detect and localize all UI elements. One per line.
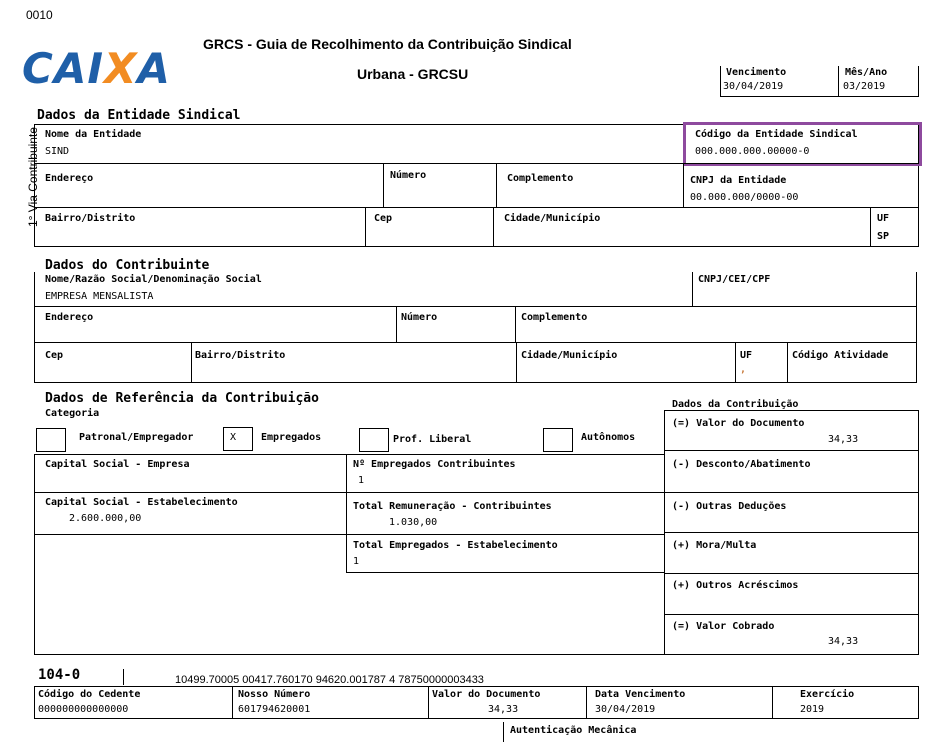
contribuinte-atividade-label: Código Atividade: [792, 350, 889, 361]
entidade-cnpj-value: 00.000.000/0000-00: [690, 192, 799, 203]
entidade-uf-value: SP: [877, 231, 890, 242]
liberal-label: Prof. Liberal: [393, 434, 472, 445]
autonomos-checkbox[interactable]: [543, 428, 573, 452]
liberal-checkbox[interactable]: [359, 428, 389, 452]
vencimento-label: Vencimento: [726, 67, 787, 78]
empregados-check-mark: X: [230, 432, 237, 443]
entidade-cep-label: Cep: [374, 213, 393, 224]
capital-empresa-label: Capital Social - Empresa: [45, 459, 190, 470]
num-empregados-value: 1: [358, 475, 365, 486]
contribuinte-cnpj-label: CNPJ/CEI/CPF: [698, 274, 771, 285]
capital-estab-value: 2.600.000,00: [69, 513, 142, 524]
valor-doc-value: 34,33: [828, 434, 859, 445]
autonomos-label: Autônomos: [581, 432, 636, 443]
nosso-numero-label: Nosso Número: [238, 689, 311, 700]
outros-acresc-label: (+) Outros Acréscimos: [672, 580, 799, 591]
entidade-uf-label: UF: [877, 213, 890, 224]
contribuinte-section-title: Dados do Contribuinte: [45, 258, 210, 273]
codigo-entidade-label: Código da Entidade Sindical: [695, 129, 858, 140]
contribuinte-nome-value: EMPRESA MENSALISTA: [45, 291, 154, 302]
empregados-checkbox[interactable]: [223, 427, 253, 451]
entidade-numero-label: Número: [390, 170, 427, 181]
total-empreg-value: 1: [353, 556, 360, 567]
entidade-section-title: Dados da Entidade Sindical: [37, 108, 241, 123]
entidade-endereco-label: Endereço: [45, 173, 94, 184]
entidade-complemento-label: Complemento: [507, 173, 574, 184]
contribuinte-uf-value: ,: [740, 364, 747, 375]
contribuinte-cidade-label: Cidade/Município: [521, 350, 618, 361]
referencia-section-title: Dados de Referência da Contribuição: [45, 391, 319, 406]
desconto-label: (-) Desconto/Abatimento: [672, 459, 811, 470]
exercicio-value: 2019: [800, 704, 825, 715]
entidade-cidade-label: Cidade/Município: [504, 213, 601, 224]
contribuinte-cep-label: Cep: [45, 350, 64, 361]
empregados-label: Empregados: [261, 432, 322, 443]
patronal-label: Patronal/Empregador: [79, 432, 194, 443]
autenticacao-label: Autenticação Mecânica: [510, 725, 637, 736]
boleto-valor-value: 34,33: [488, 704, 519, 715]
contribuinte-uf-label: UF: [740, 350, 753, 361]
linha-digitavel: 10499.70005 00417.760170 94620.001787 4 78750000003433: [175, 674, 484, 686]
form-code: 0010: [26, 8, 53, 22]
contribuinte-bairro-label: Bairro/Distrito: [195, 350, 286, 361]
form-subtitle: Urbana - GRCSU: [357, 66, 469, 82]
boleto-valor-label: Valor do Documento: [432, 689, 541, 700]
nosso-numero-value: 601794620001: [238, 704, 311, 715]
via-label: 1° Via Contribuinte: [26, 127, 40, 227]
total-remun-label: Total Remuneração - Contribuintes: [353, 501, 552, 512]
codigo-entidade-value: 000.000.000.00000-0: [695, 146, 810, 157]
form-title: GRCS - Guia de Recolhimento da Contribuição Sindical: [203, 36, 572, 52]
valor-cobrado-value: 34,33: [828, 636, 859, 647]
contribuinte-complemento-label: Complemento: [521, 312, 588, 323]
entidade-cnpj-label: CNPJ da Entidade: [690, 175, 787, 186]
vencimento-value: 30/04/2019: [723, 81, 784, 92]
exercicio-label: Exercício: [800, 689, 855, 700]
capital-estab-label: Capital Social - Estabelecimento: [45, 497, 238, 508]
contribuinte-nome-label: Nome/Razão Social/Denominação Social: [45, 274, 262, 285]
total-empreg-label: Total Empregados - Estabelecimento: [353, 540, 558, 551]
contribuicao-section-title: Dados da Contribuição: [672, 399, 799, 410]
entidade-nome-value: SIND: [45, 146, 70, 157]
cedente-value: 000000000000000: [38, 704, 129, 715]
contribuinte-endereco-label: Endereço: [45, 312, 94, 323]
bank-code: 104-0: [38, 667, 81, 683]
num-empregados-label: Nº Empregados Contribuintes: [353, 459, 516, 470]
boleto-vencimento-label: Data Vencimento: [595, 689, 686, 700]
boleto-vencimento-value: 30/04/2019: [595, 704, 656, 715]
entidade-nome-label: Nome da Entidade: [45, 129, 142, 140]
patronal-checkbox[interactable]: [36, 428, 66, 452]
mes-ano-value: 03/2019: [843, 81, 886, 92]
codigo-highlight: [683, 122, 922, 166]
categoria-label: Categoria: [45, 408, 100, 419]
total-remun-value: 1.030,00: [389, 517, 438, 528]
caixa-logo: CAIXA: [22, 44, 171, 93]
cedente-label: Código do Cedente: [38, 689, 141, 700]
entidade-bairro-label: Bairro/Distrito: [45, 213, 136, 224]
contribuinte-numero-label: Número: [401, 312, 438, 323]
valor-cobrado-label: (=) Valor Cobrado: [672, 621, 775, 632]
valor-doc-label: (=) Valor do Documento: [672, 418, 805, 429]
mora-label: (+) Mora/Multa: [672, 540, 757, 551]
outras-deducoes-label: (-) Outras Deduções: [672, 501, 787, 512]
mes-ano-label: Mês/Ano: [845, 67, 888, 78]
